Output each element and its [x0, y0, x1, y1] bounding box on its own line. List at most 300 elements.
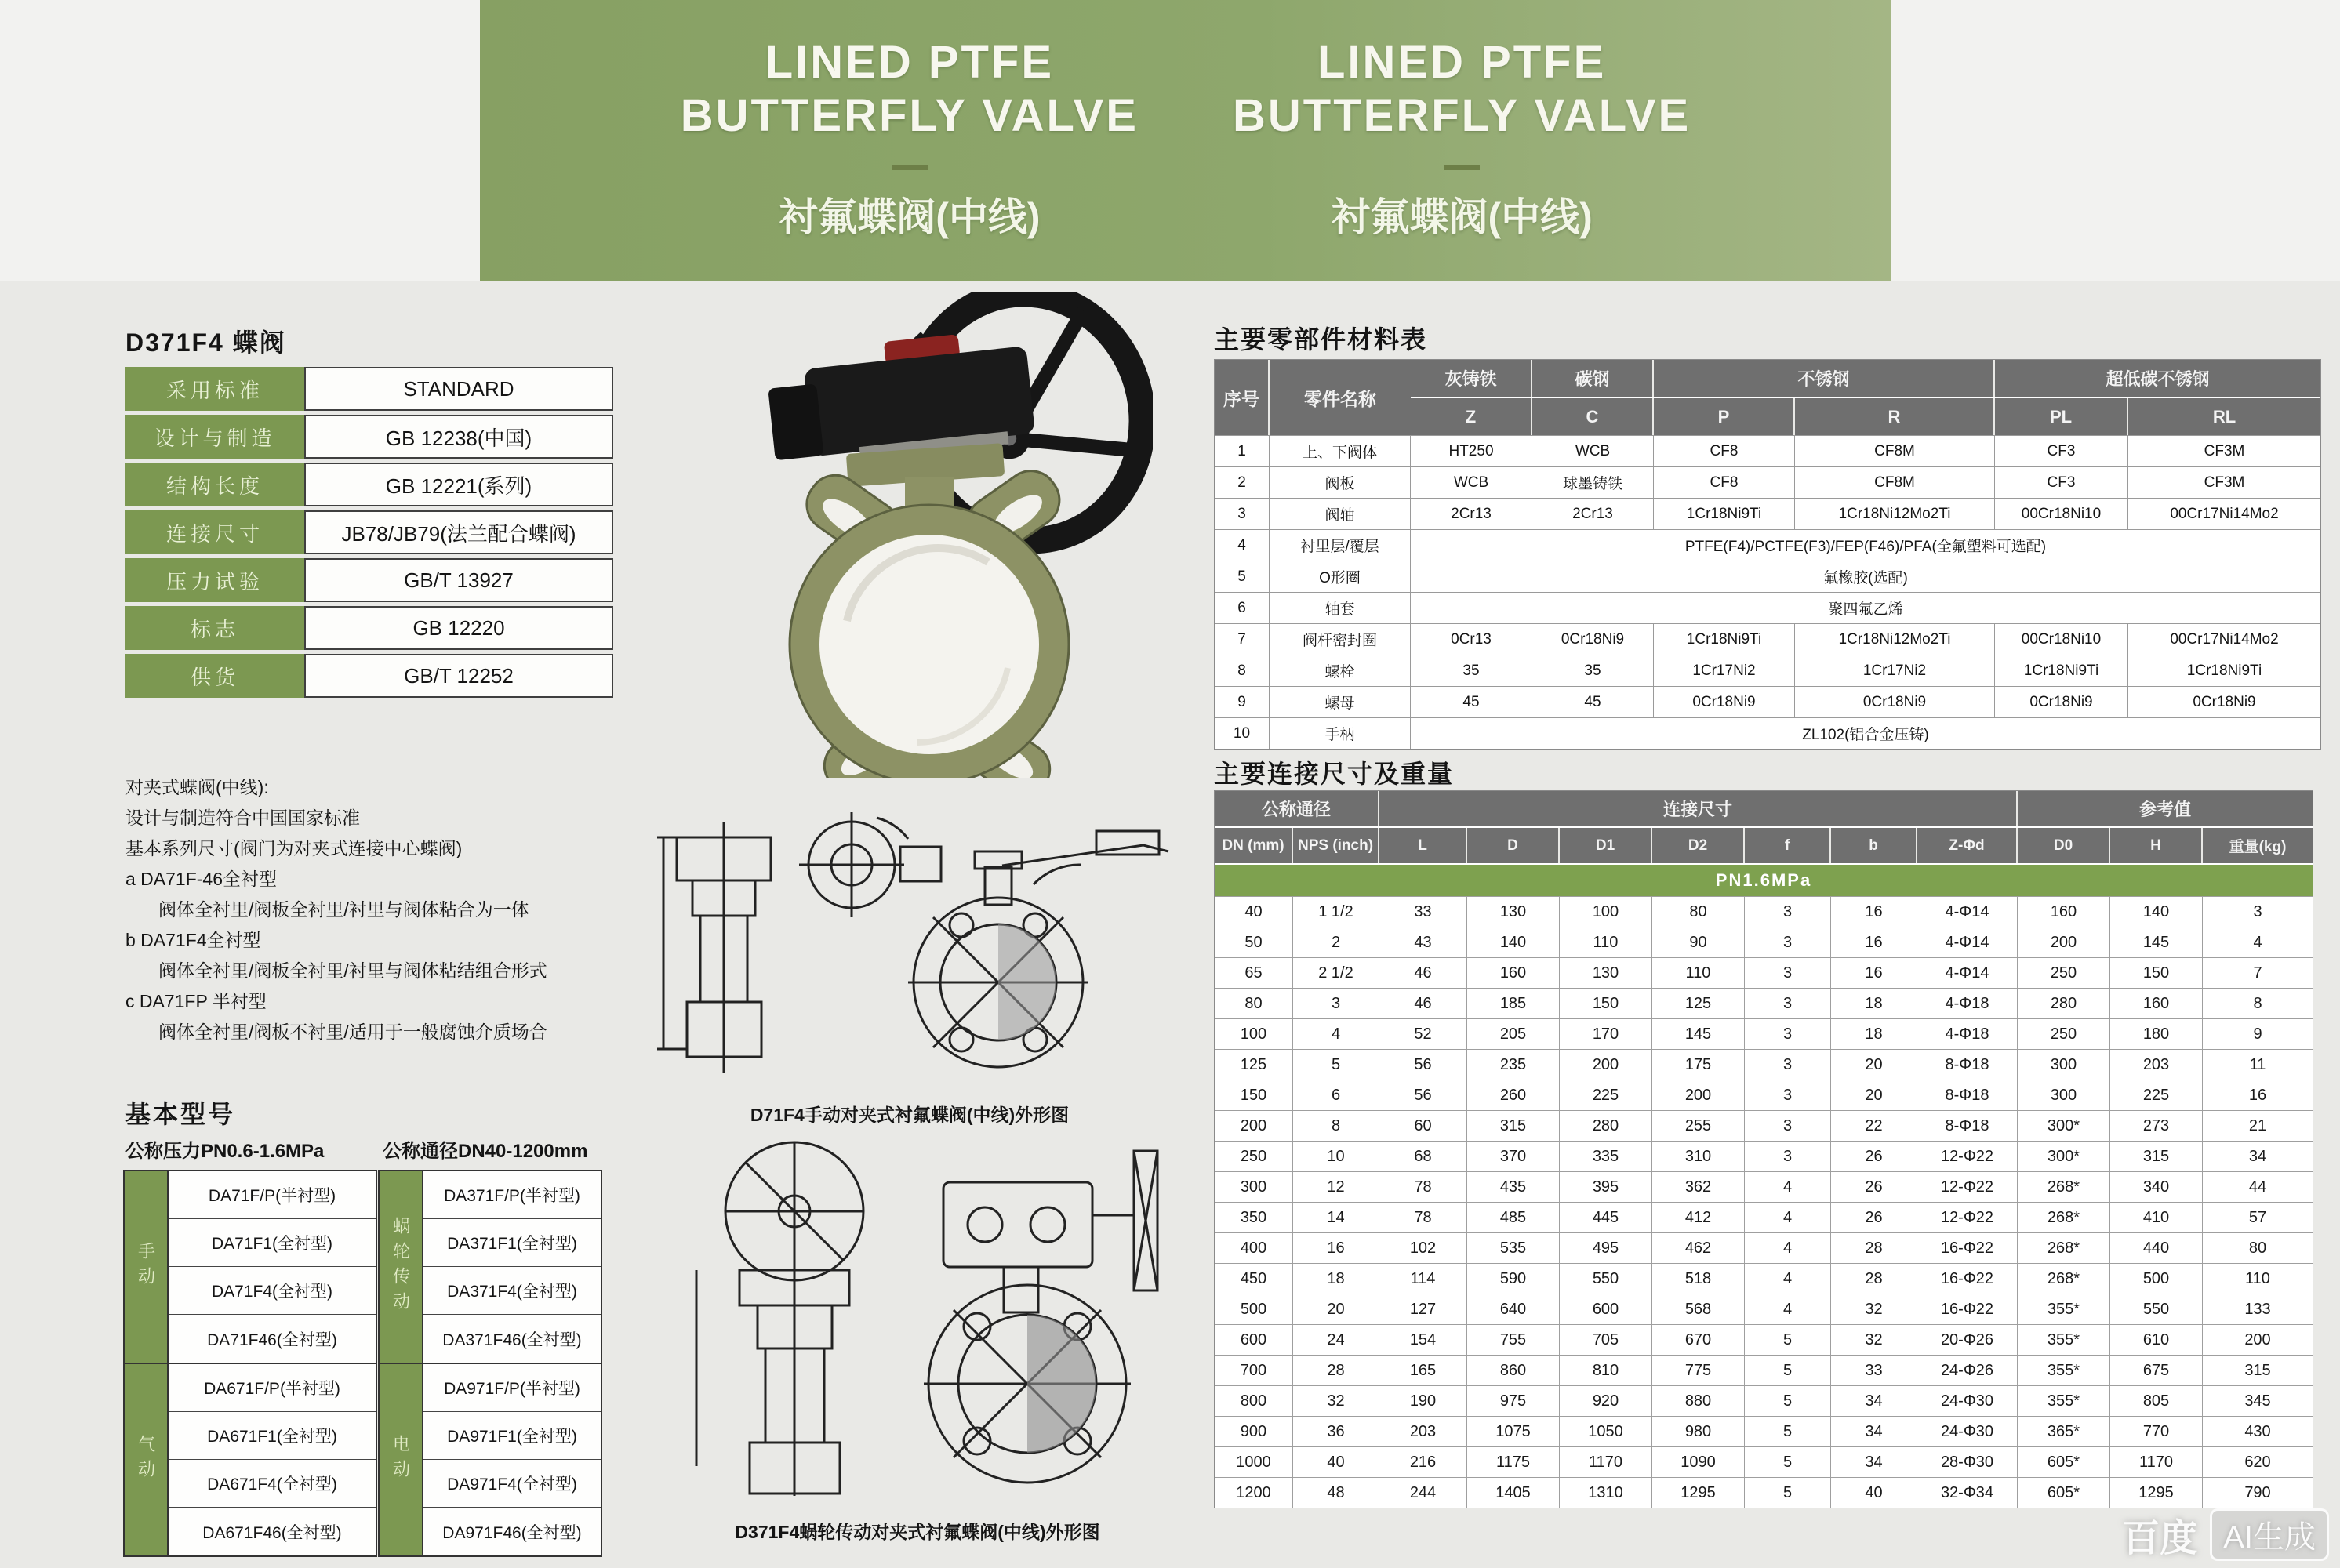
dimensions-cell: 1090	[1652, 1447, 1745, 1477]
dimensions-cell: 1200	[1215, 1478, 1293, 1508]
dimensions-cell: 16-Φ22	[1917, 1264, 2018, 1294]
dimensions-cell: 32	[1293, 1386, 1379, 1416]
materials-cell-name: 螺栓	[1270, 655, 1411, 686]
dimensions-cell: 3	[1745, 897, 1831, 927]
dimensions-cell: 4-Φ18	[1917, 1019, 2018, 1049]
dimensions-cell: 268*	[2018, 1264, 2110, 1294]
dimensions-cell: 3	[1745, 1019, 1831, 1049]
materials-table-title: 主要零部件材料表	[1214, 325, 1428, 354]
dimensions-cell: 50	[1215, 927, 1293, 957]
dimensions-row	[1215, 1110, 2313, 1141]
dimensions-cell: 3	[1745, 1050, 1831, 1080]
materials-cell-value: 0Cr18Ni9	[1795, 687, 1995, 717]
materials-sub-header: Z	[1411, 398, 1532, 435]
materials-row	[1215, 498, 2320, 529]
materials-header-no: 序号	[1215, 360, 1270, 435]
dimensions-cell: 145	[2110, 927, 2203, 957]
title-en-line1: LINED PTFE	[765, 37, 1055, 88]
dimensions-row	[1215, 1202, 2313, 1232]
materials-group-header: 超低碳不锈钢	[1995, 360, 2320, 397]
dimensions-cell: 28	[1293, 1356, 1379, 1385]
dimensions-cell: 3	[1745, 1142, 1831, 1171]
dimensions-cell: 8	[2203, 989, 2313, 1018]
dimensions-cell: 1405	[1467, 1478, 1560, 1508]
dimensions-cell: 1295	[1652, 1478, 1745, 1508]
dimensions-cell: 145	[1652, 1019, 1745, 1049]
dimensions-cell: 268*	[2018, 1203, 2110, 1232]
dimensions-cell: 16	[1831, 897, 1917, 927]
dimensions-cell: 980	[1652, 1417, 1745, 1446]
dimensions-cell: 56	[1379, 1050, 1467, 1080]
dimensions-cell: 203	[1379, 1417, 1467, 1446]
dimensions-cell: 20	[1293, 1294, 1379, 1324]
model-series-title: D371F4 蝶阀	[125, 328, 286, 357]
materials-cell-name: 螺母	[1270, 687, 1411, 717]
dimensions-cell: 133	[2203, 1294, 2313, 1324]
dimensions-cell: 315	[1467, 1111, 1560, 1141]
materials-group-header: 灰铸铁	[1411, 360, 1532, 397]
model-group-label: 气动	[125, 1364, 167, 1555]
spec-row	[125, 415, 613, 459]
note-line: b DA71F4全衬型	[125, 930, 261, 950]
model-cell: DA371F46(全衬型)	[423, 1315, 601, 1363]
dimensions-cell: 5	[1745, 1356, 1831, 1385]
note-line: 阀体全衬里/阀板全衬里/衬里与阀体粘结组合形式	[158, 960, 547, 981]
dimensions-cell: 1 1/2	[1293, 897, 1379, 927]
materials-cell-no: 5	[1215, 561, 1270, 592]
dimensions-cell: 200	[1560, 1050, 1652, 1080]
dimensions-cell: 445	[1560, 1203, 1652, 1232]
materials-sub-header: PL	[1995, 398, 2128, 435]
materials-row	[1215, 561, 2320, 592]
dimensions-cell: 100	[1560, 897, 1652, 927]
note-line: 对夹式蝶阀(中线):	[125, 777, 269, 797]
dimensions-cell: 5	[1745, 1447, 1831, 1477]
dimensions-cell: 34	[1831, 1417, 1917, 1446]
dimensions-cell: 160	[2110, 989, 2203, 1018]
dimensions-cell: 500	[2110, 1264, 2203, 1294]
dimensions-cell: 40	[1831, 1478, 1917, 1508]
dimensions-cell: 775	[1652, 1356, 1745, 1385]
spec-row	[125, 654, 613, 698]
materials-cell-value: CF3	[1995, 436, 2128, 466]
title-divider-dash	[1444, 165, 1480, 170]
model-cell: DA371F1(全衬型)	[423, 1219, 601, 1267]
dimensions-cell: 280	[2018, 989, 2110, 1018]
spec-row	[125, 463, 613, 506]
materials-cell-no: 7	[1215, 624, 1270, 655]
dimensions-cell: 975	[1467, 1386, 1560, 1416]
materials-sub-header: C	[1532, 398, 1654, 435]
dimensions-cell: 365*	[2018, 1417, 2110, 1446]
dimensions-cell: 34	[1831, 1447, 1917, 1477]
dimensions-cell: 200	[2203, 1325, 2313, 1355]
dimensions-cell: 4	[1745, 1172, 1831, 1202]
dimensions-row	[1215, 927, 2313, 957]
product-photo	[729, 292, 1153, 778]
materials-cell-span: 氟橡胶(选配)	[1411, 561, 2320, 592]
dimensions-cell: 225	[2110, 1080, 2203, 1110]
dimensions-cell: 20-Φ26	[1917, 1325, 2018, 1355]
materials-row	[1215, 623, 2320, 655]
dimensions-cell: 605*	[2018, 1447, 2110, 1477]
materials-cell-value: 45	[1411, 687, 1532, 717]
pressure-range-label: 公称压力PN0.6-1.6MPa	[125, 1141, 325, 1162]
dimensions-cell: 80	[2203, 1233, 2313, 1263]
banner-title-block	[681, 36, 1139, 281]
dimensions-cell: 78	[1379, 1203, 1467, 1232]
dimensions-cell: 3	[1745, 989, 1831, 1018]
dimensions-cell: 300*	[2018, 1142, 2110, 1171]
dimensions-cell: 4-Φ14	[1917, 927, 2018, 957]
dimensions-cell: 8-Φ18	[1917, 1080, 2018, 1110]
dimensions-cell: 5	[1745, 1478, 1831, 1508]
dimensions-cell: 670	[1652, 1325, 1745, 1355]
dimensions-cell: 600	[1560, 1294, 1652, 1324]
dimensions-cell: 355*	[2018, 1386, 2110, 1416]
dimensions-cell: 675	[2110, 1356, 2203, 1385]
materials-cell-value: 1Cr18Ni12Mo2Ti	[1795, 624, 1995, 655]
dimensions-cell: 203	[2110, 1050, 2203, 1080]
dimensions-cell: 260	[1467, 1080, 1560, 1110]
dimensions-cell: 16	[1831, 958, 1917, 988]
model-group-label: 电动	[380, 1364, 422, 1555]
dimensions-cell: 16	[1293, 1233, 1379, 1263]
dimensions-cell: 185	[1467, 989, 1560, 1018]
pressure-class-band: PN1.6MPa	[1215, 865, 2313, 896]
materials-cell-value: 1Cr18Ni9Ti	[1654, 499, 1795, 529]
materials-cell-value: 00Cr18Ni10	[1995, 499, 2128, 529]
dimensions-cell: 24	[1293, 1325, 1379, 1355]
dimensions-cell: 9	[2203, 1019, 2313, 1049]
dimensions-row	[1215, 1141, 2313, 1171]
title-en-line1: LINED PTFE	[1317, 37, 1607, 88]
dimensions-cell: 5	[1293, 1050, 1379, 1080]
dimensions-cell: 280	[1560, 1111, 1652, 1141]
dimensions-cell: 485	[1467, 1203, 1560, 1232]
dimensions-cell: 65	[1215, 958, 1293, 988]
dimensions-cell: 28	[1831, 1264, 1917, 1294]
materials-cell-no: 10	[1215, 718, 1270, 749]
spec-row-label: 压力试验	[125, 558, 304, 602]
dimensions-cell: 100	[1215, 1019, 1293, 1049]
materials-cell-value: 0Cr13	[1411, 624, 1532, 655]
dimensions-cell: 18	[1831, 1019, 1917, 1049]
dimensions-cell: 800	[1215, 1386, 1293, 1416]
dimensions-cell: 518	[1652, 1264, 1745, 1294]
dimensions-row	[1215, 957, 2313, 988]
materials-header	[1215, 360, 2320, 435]
spec-row	[125, 606, 613, 650]
materials-cell-value: 45	[1532, 687, 1654, 717]
materials-sub-header: P	[1654, 398, 1795, 435]
materials-cell-value: CF8	[1654, 436, 1795, 466]
dimensions-cell: 495	[1560, 1233, 1652, 1263]
dimensions-cell: 46	[1379, 989, 1467, 1018]
dimension-drawing-manual	[641, 790, 1190, 1088]
dimensions-table	[1214, 790, 2313, 1508]
dimensions-cell: 16-Φ22	[1917, 1294, 2018, 1324]
dimensions-cell: 18	[1293, 1264, 1379, 1294]
dimensions-sub-header: NPS (inch)	[1293, 828, 1379, 863]
dimensions-cell: 16	[2203, 1080, 2313, 1110]
dimensions-sub-header: D0	[2018, 828, 2110, 863]
materials-sub-header: RL	[2128, 398, 2320, 435]
dimensions-cell: 462	[1652, 1233, 1745, 1263]
dimensions-cell: 125	[1652, 989, 1745, 1018]
dimensions-cell: 80	[1652, 897, 1745, 927]
dimensions-sub-header: b	[1831, 828, 1917, 863]
dimensions-cell: 4-Φ14	[1917, 958, 2018, 988]
model-cell: DA371F4(全衬型)	[423, 1267, 601, 1315]
model-cell: DA971F/P(半衬型)	[423, 1364, 601, 1412]
dimensions-row	[1215, 1018, 2313, 1049]
dimensions-row	[1215, 1263, 2313, 1294]
dimensions-row	[1215, 1446, 2313, 1477]
model-cell: DA671F4(全衬型)	[169, 1460, 376, 1508]
dimensions-cell: 154	[1379, 1325, 1467, 1355]
spec-row-label: 结构长度	[125, 463, 304, 506]
dimensions-cell: 12-Φ22	[1917, 1203, 2018, 1232]
dimensions-row	[1215, 1385, 2313, 1416]
watermark-brand: 百度	[2122, 1518, 2198, 1559]
dimensions-cell: 175	[1652, 1050, 1745, 1080]
dimensions-cell: 5	[1745, 1325, 1831, 1355]
spec-row-value: GB 12220	[304, 606, 613, 650]
dimensions-cell: 2	[1293, 927, 1379, 957]
note-line: a DA71F-46全衬型	[125, 869, 278, 889]
dimensions-cell: 110	[2203, 1264, 2313, 1294]
dimensions-cell: 200	[1652, 1080, 1745, 1110]
dimensions-cell: 610	[2110, 1325, 2203, 1355]
materials-cell-value: CF8M	[1795, 436, 1995, 466]
dimensions-cell: 12	[1293, 1172, 1379, 1202]
materials-cell-no: 2	[1215, 467, 1270, 498]
model-group	[125, 1171, 376, 1364]
dimensions-row	[1215, 1477, 2313, 1508]
materials-row	[1215, 717, 2320, 749]
dimensions-cell: 110	[1560, 927, 1652, 957]
dimensions-group-header-row	[1215, 791, 2313, 826]
dimensions-cell: 90	[1652, 927, 1745, 957]
materials-cell-no: 1	[1215, 436, 1270, 466]
materials-cell-value: CF3M	[2128, 467, 2320, 498]
dimensions-cell: 450	[1215, 1264, 1293, 1294]
dimensions-cell: 395	[1560, 1172, 1652, 1202]
spec-row-label: 标志	[125, 606, 304, 650]
dimensions-cell: 190	[1379, 1386, 1467, 1416]
dimensions-cell: 2 1/2	[1293, 958, 1379, 988]
dimensions-row	[1215, 1171, 2313, 1202]
dimensions-cell: 268*	[2018, 1172, 2110, 1202]
dimensions-cell: 200	[1215, 1111, 1293, 1141]
materials-cell-value: WCB	[1532, 436, 1654, 466]
materials-cell-no: 6	[1215, 593, 1270, 623]
dimensions-cell: 14	[1293, 1203, 1379, 1232]
dimensions-cell: 410	[2110, 1203, 2203, 1232]
dimensions-cell: 130	[1560, 958, 1652, 988]
dimensions-row	[1215, 1324, 2313, 1355]
dimensions-cell: 16-Φ22	[1917, 1233, 2018, 1263]
dimensions-cell: 44	[2203, 1172, 2313, 1202]
dimensions-cell: 56	[1379, 1080, 1467, 1110]
dimensions-cell: 440	[2110, 1233, 2203, 1263]
dimensions-row	[1215, 1049, 2313, 1080]
spec-row	[125, 367, 613, 411]
materials-cell-name: O形圈	[1270, 561, 1411, 592]
dimensions-cell: 40	[1215, 897, 1293, 927]
dimensions-group-header: 连接尺寸	[1379, 791, 2018, 826]
model-group-label: 蜗轮传动	[380, 1171, 422, 1363]
model-cell: DA71F1(全衬型)	[169, 1219, 376, 1267]
dimensions-cell: 3	[1745, 1111, 1831, 1141]
dimensions-cell: 12-Φ22	[1917, 1172, 2018, 1202]
materials-cell-no: 3	[1215, 499, 1270, 529]
materials-cell-value: 1Cr18Ni9Ti	[2128, 655, 2320, 686]
materials-cell-value: WCB	[1411, 467, 1532, 498]
dimensions-cell: 32-Φ34	[1917, 1478, 2018, 1508]
dimensions-cell: 500	[1215, 1294, 1293, 1324]
title-cn: 衬氟蝶阀(中线)	[779, 195, 1041, 239]
materials-cell-span: ZL102(铝合金压铸)	[1411, 718, 2320, 749]
dimensions-cell: 43	[1379, 927, 1467, 957]
dimensions-cell: 102	[1379, 1233, 1467, 1263]
note-line: 基本系列尺寸(阀门为对夹式连接中心蝶阀)	[125, 838, 463, 858]
dimensions-cell: 48	[1293, 1478, 1379, 1508]
dimensions-cell: 900	[1215, 1417, 1293, 1446]
note-line: c DA71FP 半衬型	[125, 991, 267, 1011]
dimensions-cell: 24-Φ26	[1917, 1356, 2018, 1385]
dimensions-cell: 300	[2018, 1080, 2110, 1110]
dimensions-cell: 22	[1831, 1111, 1917, 1141]
model-cell: DA971F4(全衬型)	[423, 1460, 601, 1508]
dimensions-cell: 605*	[2018, 1478, 2110, 1508]
dimensions-cell: 340	[2110, 1172, 2203, 1202]
dimensions-cell: 127	[1379, 1294, 1467, 1324]
spec-row	[125, 558, 613, 602]
dimensions-row	[1215, 896, 2313, 927]
banner-title-block	[1233, 36, 1691, 281]
model-cell: DA971F1(全衬型)	[423, 1412, 601, 1460]
model-group-label: 手动	[125, 1171, 167, 1363]
dimensions-cell: 150	[1215, 1080, 1293, 1110]
dimensions-cell: 18	[1831, 989, 1917, 1018]
spec-row-label: 供货	[125, 654, 304, 698]
materials-row	[1215, 466, 2320, 498]
materials-cell-value: 1Cr18Ni9Ti	[1654, 624, 1795, 655]
dimensions-cell: 110	[1652, 958, 1745, 988]
dimensions-cell: 250	[2018, 1019, 2110, 1049]
dimensions-cell: 33	[1379, 897, 1467, 927]
materials-cell-value: 0Cr18Ni9	[1995, 687, 2128, 717]
dimensions-cell: 315	[2110, 1142, 2203, 1171]
dimensions-cell: 205	[1467, 1019, 1560, 1049]
dimensions-row	[1215, 1416, 2313, 1446]
dimensions-cell: 36	[1293, 1417, 1379, 1446]
spec-row-label: 采用标准	[125, 367, 304, 411]
dimensions-group-header: 参考值	[2018, 791, 2313, 826]
spec-row-value: GB/T 13927	[304, 558, 613, 602]
dimensions-cell: 5	[1745, 1417, 1831, 1446]
dimensions-sub-header: D	[1467, 828, 1560, 863]
dimensions-cell: 362	[1652, 1172, 1745, 1202]
dimensions-cell: 26	[1831, 1203, 1917, 1232]
dimensions-cell: 315	[2203, 1356, 2313, 1385]
materials-cell-no: 9	[1215, 687, 1270, 717]
model-group	[380, 1171, 601, 1364]
dimensions-cell: 16	[1831, 927, 1917, 957]
dimensions-cell: 20	[1831, 1080, 1917, 1110]
dimensions-cell: 370	[1467, 1142, 1560, 1171]
note-line: 阀体全衬里/阀板全衬里/衬里与阀体粘合为一体	[158, 899, 529, 920]
dimensions-cell: 273	[2110, 1111, 2203, 1141]
dimensions-cell: 920	[1560, 1386, 1652, 1416]
dimensions-cell: 1310	[1560, 1478, 1652, 1508]
dimensions-cell: 200	[2018, 927, 2110, 957]
dimensions-cell: 40	[1293, 1447, 1379, 1477]
dimensions-cell: 150	[1560, 989, 1652, 1018]
dimensions-cell: 4	[1745, 1233, 1831, 1263]
dimensions-cell: 3	[1293, 989, 1379, 1018]
header-banner	[480, 0, 1891, 281]
materials-cell-value: 2Cr13	[1411, 499, 1532, 529]
dimensions-cell: 20	[1831, 1050, 1917, 1080]
dimensions-sub-header: f	[1745, 828, 1831, 863]
dimensions-cell: 140	[2110, 897, 2203, 927]
dimensions-cell: 244	[1379, 1478, 1467, 1508]
materials-cell-name: 衬里层/覆层	[1270, 530, 1411, 561]
dimensions-cell: 4	[2203, 927, 2313, 957]
materials-cell-value: 0Cr18Ni9	[1654, 687, 1795, 717]
title-cn: 衬氟蝶阀(中线)	[1331, 195, 1593, 239]
dimensions-cell: 755	[1467, 1325, 1560, 1355]
spec-row-value: STANDARD	[304, 367, 613, 411]
materials-cell-value: 球墨铸铁	[1532, 467, 1654, 498]
dimensions-cell: 130	[1467, 897, 1560, 927]
dimensions-cell: 3	[1745, 1080, 1831, 1110]
dimensions-cell: 400	[1215, 1233, 1293, 1263]
size-range-label: 公称通径DN40-1200mm	[383, 1141, 588, 1162]
dimensions-cell: 160	[1467, 958, 1560, 988]
model-table-manual-pneumatic	[123, 1170, 377, 1557]
dimensions-cell: 430	[2203, 1417, 2313, 1446]
spec-row-value: JB78/JB79(法兰配合蝶阀)	[304, 510, 613, 554]
dimensions-cell: 125	[1215, 1050, 1293, 1080]
dimensions-cell: 26	[1831, 1142, 1917, 1171]
dimensions-cell: 28	[1831, 1233, 1917, 1263]
dimensions-cell: 11	[2203, 1050, 2313, 1080]
dimensions-cell: 640	[1467, 1294, 1560, 1324]
dimensions-row	[1215, 988, 2313, 1018]
note-line: 设计与制造符合中国国家标准	[125, 808, 360, 828]
materials-cell-value: CF8	[1654, 467, 1795, 498]
materials-row	[1215, 529, 2320, 561]
dimensions-cell: 4	[1745, 1203, 1831, 1232]
dimensions-cell: 5	[1745, 1386, 1831, 1416]
spec-row	[125, 510, 613, 554]
materials-cell-value: 00Cr17Ni14Mo2	[2128, 499, 2320, 529]
dimensions-cell: 1050	[1560, 1417, 1652, 1446]
dimensions-cell: 3	[1745, 927, 1831, 957]
dimensions-sub-header: D1	[1560, 828, 1652, 863]
dimensions-cell: 114	[1379, 1264, 1467, 1294]
watermark-label: AI生成	[2210, 1508, 2329, 1561]
spec-row-value: GB 12238(中国)	[304, 415, 613, 459]
dimensions-cell: 26	[1831, 1172, 1917, 1202]
dimensions-cell: 350	[1215, 1203, 1293, 1232]
dimensions-cell: 435	[1467, 1172, 1560, 1202]
drawing-caption-manual: D71F4手动对夹式衬氟蝶阀(中线)外形图	[750, 1105, 1070, 1125]
